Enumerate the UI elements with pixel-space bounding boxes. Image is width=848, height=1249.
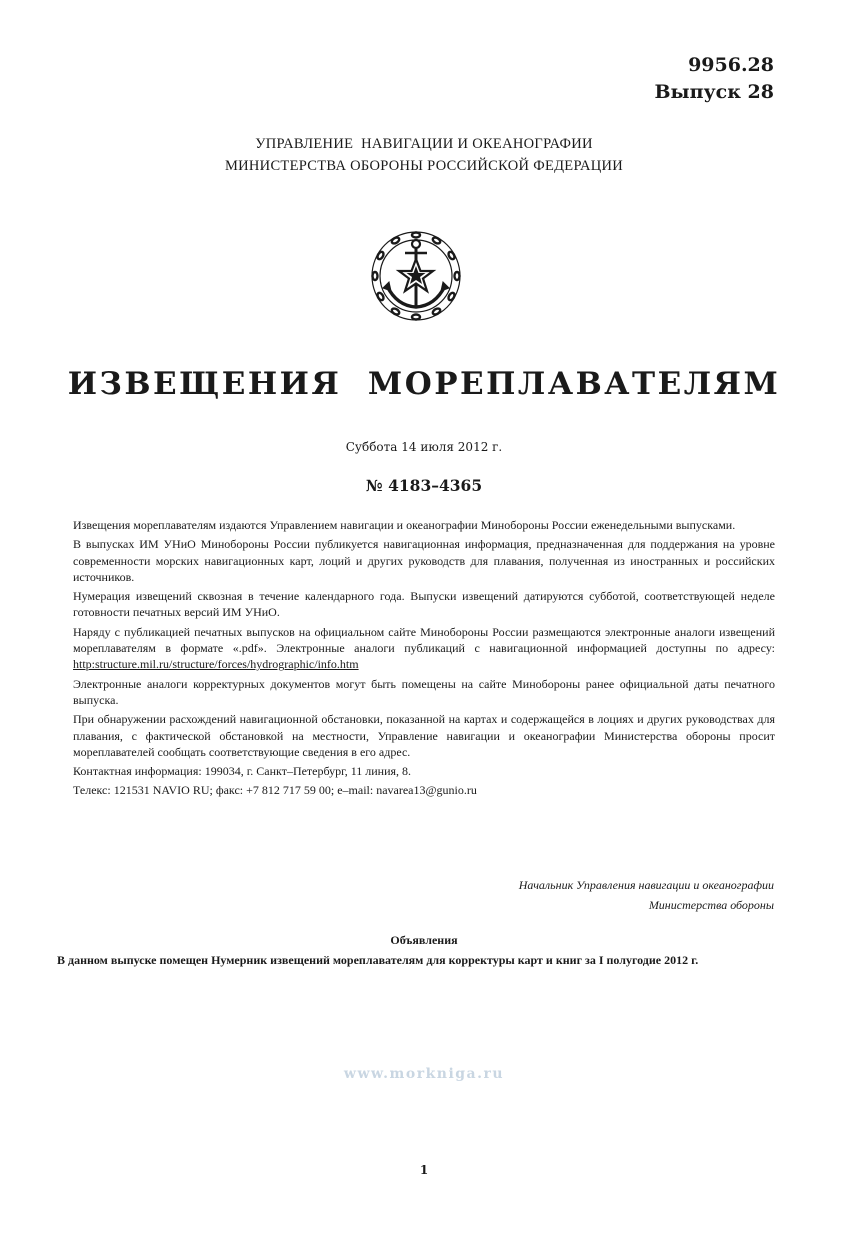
agency-line-2: МИНИСТЕРСТВА ОБОРОНЫ РОССИЙСКОЙ ФЕДЕРАЦИИ	[224, 158, 624, 174]
paragraph-6	[73, 711, 775, 760]
anchor-star-chain-emblem-icon	[363, 222, 469, 326]
issue-number: Выпуск 28	[654, 81, 774, 103]
page-title: ИЗВЕЩЕНИЯ МОРЕПЛАВАТЕЛЯМ	[67, 366, 781, 402]
paragraph-6-text: При обнаружении расхождений навигационной обстановки, показанной на картах и содержащейся в лоциях и других руководствах для плавания, с фактической обстановкой на местности, Управление навигации и океанографии Министерства обороны просит мореплавателей сообщать соответствующие сведения в его адрес.	[73, 712, 775, 759]
issue-date: Суббота 14 июля 2012 г.	[345, 440, 503, 454]
agency-line-1: УПРАВЛЕНИЕ НАВИГАЦИИ И ОКЕАНОГРАФИИ	[255, 136, 593, 152]
body-text	[73, 517, 775, 802]
paragraph-1	[73, 517, 775, 533]
notice-number-range: № 4183–4365	[365, 476, 483, 495]
document-code-block	[654, 52, 774, 106]
signature-line-1: Начальник Управления навигации и океанографии	[518, 878, 774, 892]
paragraph-4-text: Наряду с публикацией печатных выпусков на официальном сайте Минобороны России размещаются электронные аналоги извещений мореплавателям в формате «.pdf». Электронные аналоги публикаций с навигационной информацией доступны по адресу:	[73, 624, 775, 656]
watermark: www.morkniga.ru	[343, 1066, 505, 1082]
page-number: 1	[419, 1163, 429, 1177]
announcements-text: В данном выпуске помещен Нумерник извещений мореплавателям для корректуры карт и книг за I полугодие 2012 г.	[57, 953, 699, 967]
contact-info: Контактная информация: 199034, г. Санкт–Петербург, 11 линия, 8.	[73, 764, 412, 779]
paragraph-3	[73, 588, 775, 621]
paragraph-4	[73, 624, 775, 673]
paragraph-1-text: Извещения мореплавателям издаются Управлением навигации и океанографии Минобороны России еженедельными выпусками.	[73, 518, 736, 532]
paragraph-2	[73, 536, 775, 585]
hydrographic-info-link[interactable]: http:structure.mil.ru/structure/forces/hydrographic/info.htm	[73, 657, 359, 672]
announcements-heading: Объявления	[390, 933, 458, 947]
telex-info: Телекс: 121531 NAVIO RU; факс: +7 812 717 59 00; e–mail: navarea13@gunio.ru	[73, 783, 477, 798]
signature-line-2: Министерства обороны	[648, 898, 774, 912]
signature-block	[519, 875, 774, 915]
paragraph-2-text: В выпусках ИМ УНиО Минобороны России публикуется навигационная информация, предназначенная для поддержания на уровне современности морских навигационных карт, лоций и других руководств для плавания, полученная из иностранных и российских источников.	[73, 537, 775, 584]
paragraph-5	[73, 676, 775, 709]
document-number: 9956.28	[688, 54, 774, 76]
paragraph-3-text: Нумерация извещений сквозная в течение календарного года. Выпуски извещений датируются субботой, соответствующей неделе готовности печатных версий ИМ УНиО.	[73, 589, 775, 620]
agency-name	[0, 133, 848, 177]
paragraph-5-text: Электронные аналоги корректурных документов могут быть помещены на сайте Минобороны ранее официальной даты печатного выпуска.	[73, 676, 775, 707]
